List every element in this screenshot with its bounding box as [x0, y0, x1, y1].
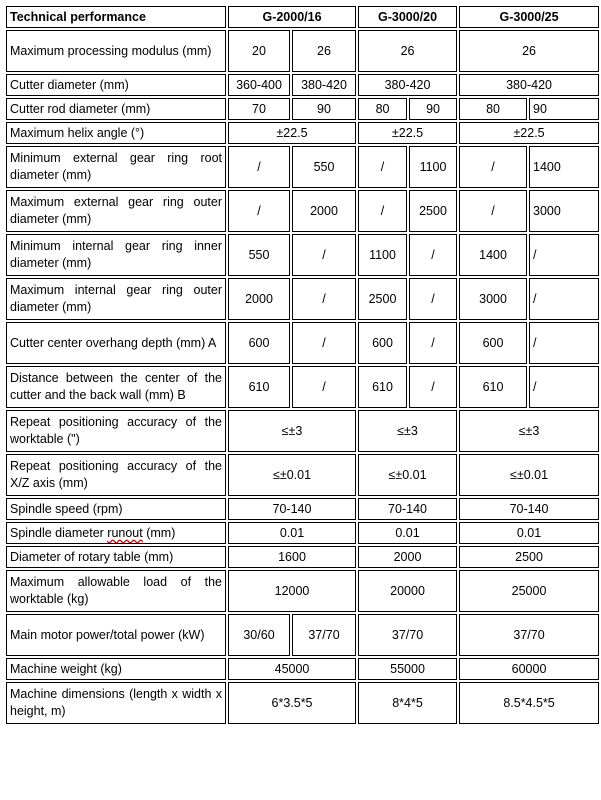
label-part: (mm) [142, 525, 176, 540]
spell-check-underline: runout [107, 525, 143, 540]
row-max-allowable-load [6, 570, 599, 612]
param-label: Maximum allowable load of the worktable (kg) [6, 570, 226, 612]
value-cell: / [529, 234, 599, 276]
value-cell: 2000 [228, 278, 290, 320]
value-cell: ≤±0.01 [358, 454, 457, 496]
value-cell: 90 [292, 98, 356, 120]
value-cell: 80 [358, 98, 407, 120]
value-cell: 25000 [459, 570, 599, 612]
value-cell: / [529, 322, 599, 364]
value-cell: 380-420 [459, 74, 599, 96]
row-min-internal-inner-diameter [6, 234, 599, 276]
value-cell: 600 [228, 322, 290, 364]
value-cell: 8.5*4.5*5 [459, 682, 599, 724]
value-cell: 26 [459, 30, 599, 72]
value-cell: 610 [459, 366, 527, 408]
value-cell: 3000 [529, 190, 599, 232]
value-cell: 0.01 [228, 522, 356, 544]
param-label: Cutter diameter (mm) [6, 74, 226, 96]
row-max-processing-modulus [6, 30, 599, 72]
value-cell: 610 [358, 366, 407, 408]
value-cell: 70-140 [459, 498, 599, 520]
param-label: Machine weight (kg) [6, 658, 226, 680]
value-cell: / [459, 146, 527, 188]
value-cell: 12000 [228, 570, 356, 612]
value-cell: / [529, 366, 599, 408]
value-cell: 550 [292, 146, 356, 188]
row-center-to-back-wall [6, 366, 599, 408]
value-cell: / [358, 190, 407, 232]
value-cell: 37/70 [459, 614, 599, 656]
value-cell: / [358, 146, 407, 188]
row-machine-weight [6, 658, 599, 680]
row-min-external-root-diameter [6, 146, 599, 188]
value-cell: ±22.5 [459, 122, 599, 144]
value-cell: 70 [228, 98, 290, 120]
value-cell: 90 [409, 98, 457, 120]
value-cell: / [459, 190, 527, 232]
value-cell: ±22.5 [358, 122, 457, 144]
row-spindle-runout [6, 522, 599, 544]
value-cell: 600 [459, 322, 527, 364]
value-cell: 30/60 [228, 614, 290, 656]
technical-performance-table [4, 4, 601, 726]
value-cell: 360-400 [228, 74, 290, 96]
param-label: Minimum internal gear ring inner diameter (mm) [6, 234, 226, 276]
value-cell: 610 [228, 366, 290, 408]
value-cell: 0.01 [358, 522, 457, 544]
value-cell: / [292, 366, 356, 408]
header-technical-performance: Technical performance [6, 6, 226, 28]
header-model-g-3000-25: G-3000/25 [459, 6, 599, 28]
row-rotary-table-diameter [6, 546, 599, 568]
value-cell: / [409, 322, 457, 364]
value-cell: 1100 [409, 146, 457, 188]
value-cell: 2500 [409, 190, 457, 232]
header-row [6, 6, 599, 28]
value-cell: 6*3.5*5 [228, 682, 356, 724]
value-cell: 80 [459, 98, 527, 120]
value-cell: 1400 [529, 146, 599, 188]
header-model-g-3000-20: G-3000/20 [358, 6, 457, 28]
value-cell: / [292, 322, 356, 364]
value-cell: 20000 [358, 570, 457, 612]
param-label: Repeat positioning accuracy of the worktable (") [6, 410, 226, 452]
value-cell: 550 [228, 234, 290, 276]
value-cell: / [529, 278, 599, 320]
param-label: Maximum processing modulus (mm) [6, 30, 226, 72]
row-spindle-speed [6, 498, 599, 520]
value-cell: / [409, 366, 457, 408]
value-cell: ≤±3 [358, 410, 457, 452]
value-cell: 20 [228, 30, 290, 72]
value-cell: 37/70 [358, 614, 457, 656]
value-cell: 8*4*5 [358, 682, 457, 724]
value-cell: 2500 [358, 278, 407, 320]
value-cell: 70-140 [358, 498, 457, 520]
value-cell: 26 [292, 30, 356, 72]
row-repeat-accuracy-xz [6, 454, 599, 496]
value-cell: ≤±3 [459, 410, 599, 452]
row-machine-dimensions [6, 682, 599, 724]
row-max-helix-angle [6, 122, 599, 144]
value-cell: / [292, 278, 356, 320]
param-label [6, 522, 226, 544]
param-label: Repeat positioning accuracy of the X/Z axis (mm) [6, 454, 226, 496]
param-label: Maximum external gear ring outer diameter (mm) [6, 190, 226, 232]
value-cell: / [228, 190, 290, 232]
row-motor-power [6, 614, 599, 656]
value-cell: 2500 [459, 546, 599, 568]
header-model-g-2000-16: G-2000/16 [228, 6, 356, 28]
param-label: Maximum helix angle (°) [6, 122, 226, 144]
param-label: Cutter center overhang depth (mm) A [6, 322, 226, 364]
value-cell: 0.01 [459, 522, 599, 544]
value-cell: 2000 [292, 190, 356, 232]
row-cutter-overhang-depth [6, 322, 599, 364]
value-cell: / [228, 146, 290, 188]
value-cell: 26 [358, 30, 457, 72]
value-cell: / [409, 278, 457, 320]
value-cell: 600 [358, 322, 407, 364]
param-label: Main motor power/total power (kW) [6, 614, 226, 656]
value-cell: 3000 [459, 278, 527, 320]
row-cutter-rod-diameter [6, 98, 599, 120]
param-label: Minimum external gear ring root diameter (mm) [6, 146, 226, 188]
value-cell: 2000 [358, 546, 457, 568]
row-max-external-outer-diameter [6, 190, 599, 232]
param-label: Diameter of rotary table (mm) [6, 546, 226, 568]
value-cell: ≤±3 [228, 410, 356, 452]
value-cell: 1600 [228, 546, 356, 568]
label-part: Spindle diameter [10, 525, 108, 540]
param-label: Distance between the center of the cutter and the back wall (mm) B [6, 366, 226, 408]
value-cell: 60000 [459, 658, 599, 680]
param-label: Spindle speed (rpm) [6, 498, 226, 520]
param-label: Cutter rod diameter (mm) [6, 98, 226, 120]
param-label: Maximum internal gear ring outer diameter (mm) [6, 278, 226, 320]
row-max-internal-outer-diameter [6, 278, 599, 320]
value-cell: / [409, 234, 457, 276]
value-cell: 55000 [358, 658, 457, 680]
value-cell: 380-420 [358, 74, 457, 96]
row-cutter-diameter [6, 74, 599, 96]
value-cell: / [292, 234, 356, 276]
value-cell: ±22.5 [228, 122, 356, 144]
value-cell: 90 [529, 98, 599, 120]
value-cell: ≤±0.01 [228, 454, 356, 496]
value-cell: 37/70 [292, 614, 356, 656]
value-cell: 70-140 [228, 498, 356, 520]
value-cell: 1100 [358, 234, 407, 276]
param-label: Machine dimensions (length x width x height, m) [6, 682, 226, 724]
value-cell: 1400 [459, 234, 527, 276]
value-cell: ≤±0.01 [459, 454, 599, 496]
row-repeat-accuracy-worktable [6, 410, 599, 452]
value-cell: 45000 [228, 658, 356, 680]
value-cell: 380-420 [292, 74, 356, 96]
